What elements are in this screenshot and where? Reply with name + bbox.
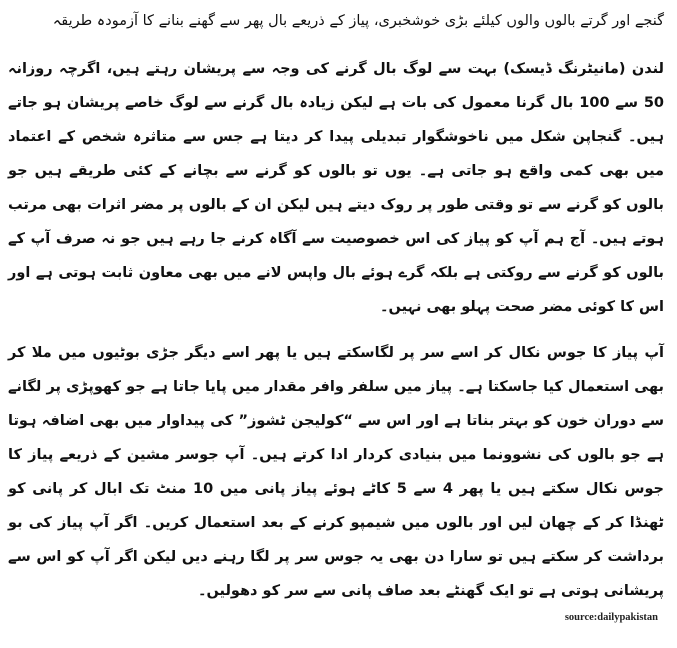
article	[8, 4, 664, 608]
article-paragraph-2: آپ پیاز کا جوس نکال کر اسے سر پر لگاسکتے ہیں یا پھر اسے دیگر جڑی بوٹیوں میں ملا کر بھی استعمال کیا جاسکتا ہے۔ پیاز میں سلفر وافر مقدار میں پایا جاتا ہے جو کھوپڑی پر لگانے سے دوران خون کو بہتر بناتا ہے اور اس سے “کولیجن ٹشوز” کی پیداوار میں بھی اضافہ ہوتا ہے جو بالوں کی نشوونما میں بنیادی کردار ادا کرتے ہیں۔ آپ جوسر مشین کے ذریعے پیاز کا جوس نکال سکتے ہیں یا پھر 4 سے 5 کاٹے ہوئے پیاز پانی میں 10 منٹ تک ابال کر پانی کو ٹھنڈا کر کے چھان لیں اور بالوں میں شیمپو کرنے کے بعد استعمال کریں۔ اگر آپ پیاز کی بو برداشت کر سکتے ہیں تو سارا دن بھی یہ جوس سر پر لگا رہنے دیں لیکن اگر آپ کو اس سے پریشانی ہوتی ہے تو ایک گھنٹے بعد صاف پانی سے سر کو دھولیں۔	[8, 345, 664, 599]
article-title: گنجے اور گرتے بالوں والوں کیلئے بڑی خوشخبری، پیاز کے ذریعے بال پھر سے گھنے بنانے کا آزمودہ طریقہ	[52, 13, 664, 29]
article-paragraph-1: لندن (مانیٹرنگ ڈیسک) بہت سے لوگ بال گرنے کی وجہ سے پریشان رہتے ہیں، اگرچہ روزانہ 50 سے 100 بال گرنا معمول کی بات ہے لیکن زیادہ بال گرنے سے لوگ خاصے پریشان ہو جاتے ہیں۔ گنجاپن شکل میں ناخوشگوار تبدیلی پیدا کر دیتا ہے جس سے متاثرہ شخص کے اعتماد میں بھی کمی واقع ہو جاتی ہے۔ یوں تو بالوں کو گرنے سے بچانے کے کئی طریقے ہیں جو بالوں کو گرنے سے تو وقتی طور پر روک دیتے ہیں لیکن ان کے بالوں پر مضر اثرات بھی مرتب ہوتے ہیں۔ آج ہم آپ کو پیاز کی اس خصوصیت سے آگاہ کرنے جا رہے ہیں جو نہ صرف آپ کے بالوں کو گرنے سے روکتی ہے بلکہ گرے ہوئے بال واپس لانے میں بھی معاون ثابت ہوتی ہے اور اس کا کوئی مضر صحت پہلو بھی نہیں۔	[8, 61, 664, 315]
source-credit: source:dailypakistan	[564, 612, 658, 623]
